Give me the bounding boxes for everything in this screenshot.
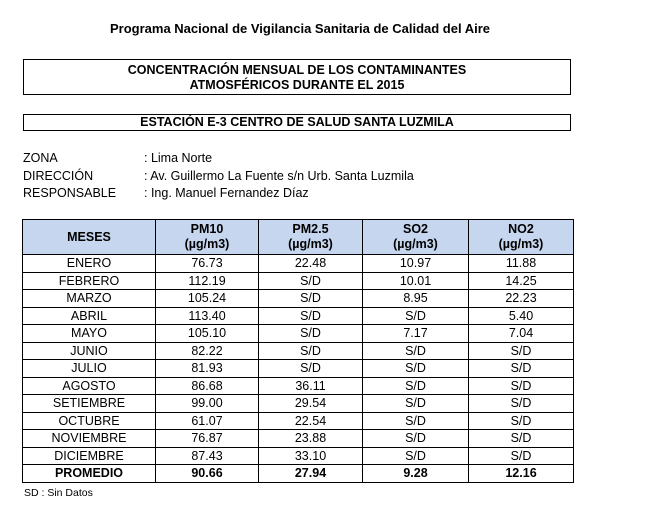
no2-cell: S/D — [469, 447, 574, 465]
pm25-cell: 22.54 — [259, 412, 363, 430]
no2-cell: 11.88 — [469, 255, 574, 273]
info-value: : Lima Norte — [144, 151, 213, 165]
month-cell: MARZO — [23, 290, 156, 308]
month-cell: ENERO — [23, 255, 156, 273]
table-row — [23, 342, 574, 360]
so2-cell: 7.17 — [363, 325, 469, 343]
report-title-line-1: CONCENTRACIÓN MENSUAL DE LOS CONTAMINANTES — [127, 63, 467, 77]
pm10-cell: 113.40 — [156, 307, 259, 325]
concentration-table — [22, 219, 574, 483]
so2-cell: 10.01 — [363, 272, 469, 290]
no2-cell: 22.23 — [469, 290, 574, 308]
pm10-cell: 105.10 — [156, 325, 259, 343]
station-title: ESTACIÓN E-3 CENTRO DE SALUD SANTA LUZMILA — [140, 115, 454, 129]
column-header-name: MESES — [67, 229, 111, 244]
column-header-pm25 — [259, 220, 363, 255]
no2-cell: S/D — [469, 360, 574, 378]
pm25-cell: S/D — [259, 307, 363, 325]
pm10-cell: 87.43 — [156, 447, 259, 465]
table-header-row — [23, 220, 574, 255]
month-cell: MAYO — [23, 325, 156, 343]
program-title: Programa Nacional de Vigilancia Sanitaria de Calidad del Aire — [109, 21, 491, 36]
pm25-cell: 36.11 — [259, 377, 363, 395]
pm25-cell: 29.54 — [259, 395, 363, 413]
table-row — [23, 290, 574, 308]
so2-cell: S/D — [363, 412, 469, 430]
so2-cell: S/D — [363, 307, 469, 325]
report-title-line-2: ATMOSFÉRICOS DURANTE EL 2015 — [189, 78, 405, 92]
pm25-cell: S/D — [259, 360, 363, 378]
table-row — [23, 430, 574, 448]
month-cell: DICIEMBRE — [23, 447, 156, 465]
column-header-pm10 — [156, 220, 259, 255]
table-row — [23, 307, 574, 325]
pm10-cell: 76.73 — [156, 255, 259, 273]
so2-cell: S/D — [363, 395, 469, 413]
so2-cell: S/D — [363, 360, 469, 378]
no2-cell: S/D — [469, 395, 574, 413]
info-label: DIRECCIÓN — [23, 168, 94, 183]
table-row — [23, 447, 574, 465]
pm10-cell: 86.68 — [156, 377, 259, 395]
no2-cell: 7.04 — [469, 325, 574, 343]
column-header-name: SO2 — [402, 222, 428, 236]
column-header-unit: (µg/m3) — [393, 237, 438, 251]
pm10-cell: 99.00 — [156, 395, 259, 413]
column-header-name: NO2 — [508, 222, 534, 236]
column-header-no2 — [469, 220, 574, 255]
no2-cell: S/D — [469, 430, 574, 448]
column-header-so2 — [363, 220, 469, 255]
pm25-cell: 33.10 — [259, 447, 363, 465]
column-header-name: PM10 — [190, 222, 224, 236]
table-row — [23, 325, 574, 343]
month-cell: OCTUBRE — [23, 412, 156, 430]
table-body — [23, 255, 574, 483]
month-cell: FEBRERO — [23, 272, 156, 290]
info-label: ZONA — [23, 151, 58, 165]
no2-cell: S/D — [469, 412, 574, 430]
average-label: PROMEDIO — [23, 465, 156, 483]
no2-cell: 5.40 — [469, 307, 574, 325]
average-row — [23, 465, 574, 483]
column-header-name: PM2.5 — [292, 222, 329, 236]
so2-cell: S/D — [363, 377, 469, 395]
column-header-unit: (µg/m3) — [288, 237, 333, 251]
pm25-cell: S/D — [259, 290, 363, 308]
so2-cell: 8.95 — [363, 290, 469, 308]
report-title-box — [23, 59, 571, 95]
pm10-cell: 82.22 — [156, 342, 259, 360]
average-pm10-cell: 90.66 — [156, 465, 259, 483]
table-row — [23, 377, 574, 395]
no2-cell: S/D — [469, 377, 574, 395]
month-cell: SETIEMBRE — [23, 395, 156, 413]
pm25-cell: 23.88 — [259, 430, 363, 448]
table-row — [23, 272, 574, 290]
info-value: : Ing. Manuel Fernandez Díaz — [144, 186, 309, 200]
pm10-cell: 61.07 — [156, 412, 259, 430]
column-header-unit: (µg/m3) — [184, 237, 230, 251]
pm10-cell: 105.24 — [156, 290, 259, 308]
pm25-cell: S/D — [259, 342, 363, 360]
average-pm25-cell: 27.94 — [259, 465, 363, 483]
month-cell: AGOSTO — [23, 377, 156, 395]
pm25-cell: S/D — [259, 272, 363, 290]
column-header-meses — [23, 220, 156, 255]
footnote: SD : Sin Datos — [24, 487, 93, 499]
month-cell: NOVIEMBRE — [23, 430, 156, 448]
month-cell: JULIO — [23, 360, 156, 378]
month-cell: ABRIL — [23, 307, 156, 325]
so2-cell: S/D — [363, 447, 469, 465]
pm25-cell: S/D — [259, 325, 363, 343]
no2-cell: S/D — [469, 342, 574, 360]
table-row — [23, 255, 574, 273]
info-label: RESPONSABLE — [23, 186, 117, 200]
info-value: : Av. Guillermo La Fuente s/n Urb. Santa Luzmila — [144, 168, 414, 183]
so2-cell: S/D — [363, 430, 469, 448]
pm25-cell: 22.48 — [259, 255, 363, 273]
average-no2-cell: 12.16 — [469, 465, 574, 483]
table-row — [23, 395, 574, 413]
month-cell: JUNIO — [23, 342, 156, 360]
table-row — [23, 412, 574, 430]
so2-cell: 10.97 — [363, 255, 469, 273]
pm10-cell: 112.19 — [156, 272, 259, 290]
column-header-unit: (µg/m3) — [498, 237, 544, 251]
pm10-cell: 76.87 — [156, 430, 259, 448]
station-title-box — [23, 114, 571, 131]
so2-cell: S/D — [363, 342, 469, 360]
no2-cell: 14.25 — [469, 272, 574, 290]
average-so2-cell: 9.28 — [363, 465, 469, 483]
table-row — [23, 360, 574, 378]
pm10-cell: 81.93 — [156, 360, 259, 378]
